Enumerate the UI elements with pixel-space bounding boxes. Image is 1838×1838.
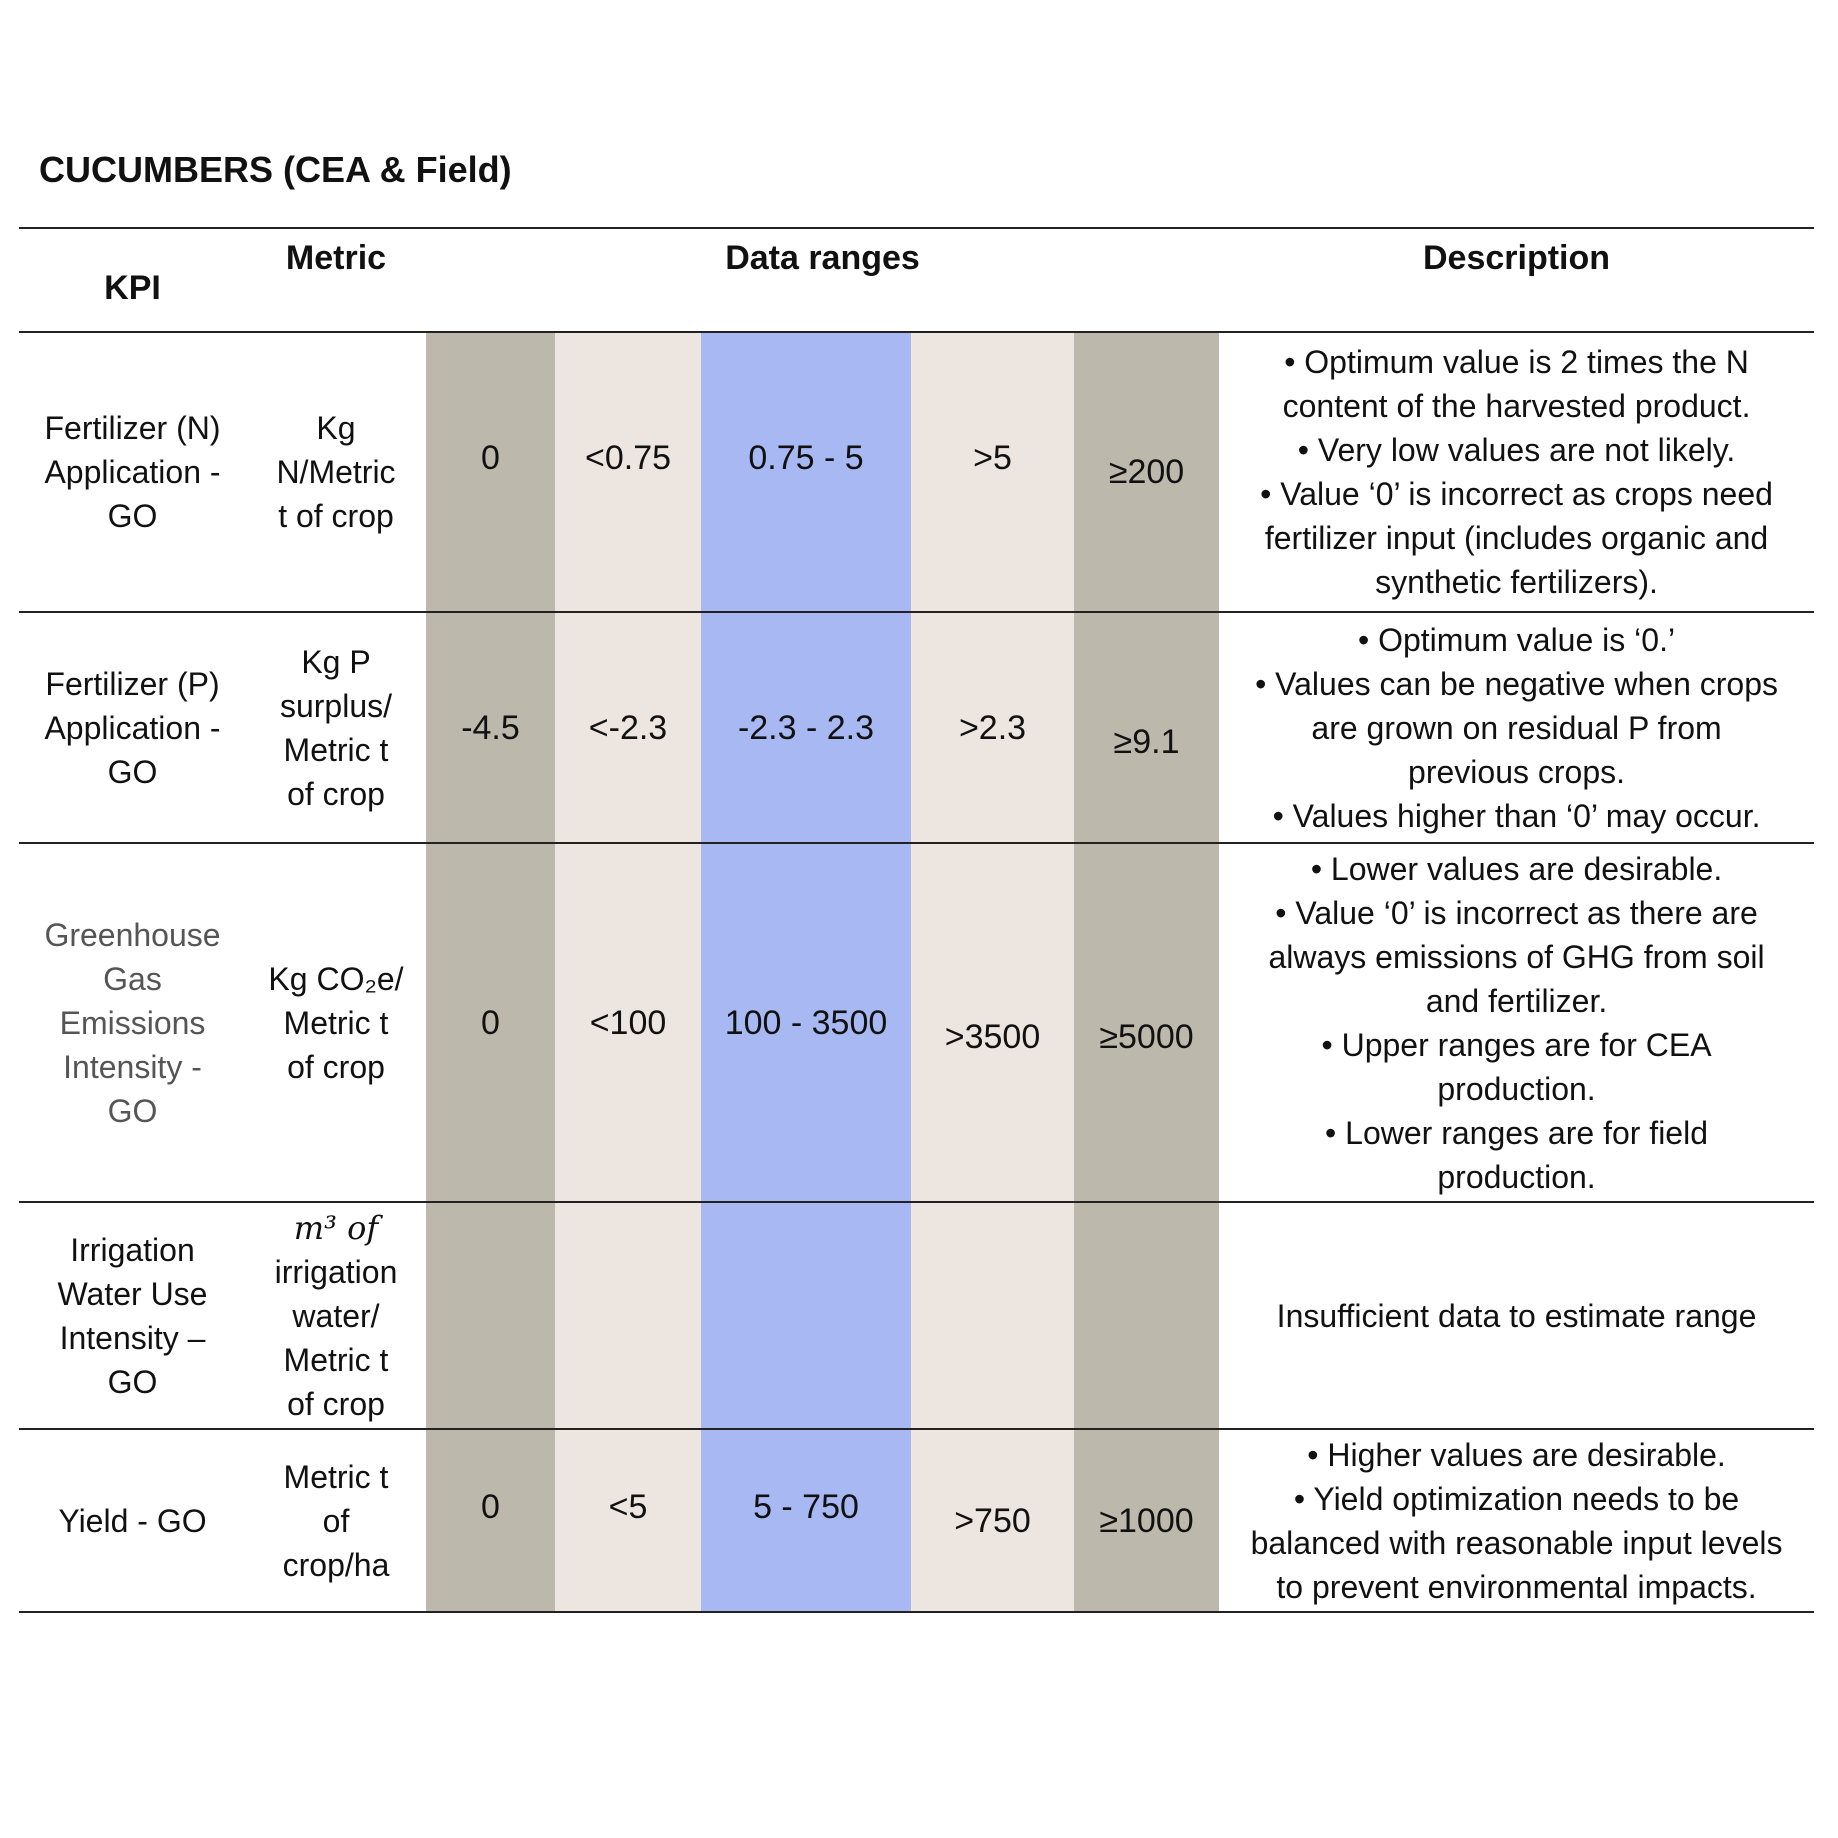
range-cell-very-low: 0 — [426, 332, 555, 612]
range-cell-high: >3500 — [911, 843, 1074, 1202]
range-cell-very-high: ≥200 — [1074, 332, 1219, 612]
kpi-cell: Greenhouse Gas Emissions Intensity - GO — [19, 843, 246, 1202]
table-row — [19, 1429, 1814, 1612]
range-cell-very-low: 0 — [426, 843, 555, 1202]
header-metric: Metric — [246, 228, 426, 332]
range-cell-optimum — [701, 1202, 911, 1429]
range-cell-very-high: ≥1000 — [1074, 1429, 1219, 1612]
range-cell-very-low: -4.5 — [426, 612, 555, 843]
description-cell: Insufficient data to estimate range — [1219, 1202, 1814, 1429]
range-cell-optimum: 100 - 3500 — [701, 843, 911, 1202]
range-cell-low: <5 — [555, 1429, 701, 1612]
range-cell-high: >2.3 — [911, 612, 1074, 843]
range-cell-very-low — [426, 1202, 555, 1429]
header-kpi: KPI — [19, 228, 246, 332]
metric-cell: Kg CO₂e/ Metric t of crop — [246, 843, 426, 1202]
kpi-cell: Fertilizer (P) Application - GO — [19, 612, 246, 843]
range-cell-low: <0.75 — [555, 332, 701, 612]
kpi-cell: Irrigation Water Use Intensity – GO — [19, 1202, 246, 1429]
metric-cell: Kg P surplus/ Metric t of crop — [246, 612, 426, 843]
range-cell-very-high — [1074, 1202, 1219, 1429]
metric-cell: m³ of irrigation water/ Metric t of crop — [246, 1202, 426, 1429]
range-cell-very-low: 0 — [426, 1429, 555, 1612]
header-row — [19, 228, 1814, 332]
range-cell-low: <100 — [555, 843, 701, 1202]
page-title: CUCUMBERS (CEA & Field) — [39, 149, 512, 190]
description-cell: • Higher values are desirable. • Yield optimization needs to be balanced with reasonable input levels to prevent environmental impacts. — [1219, 1429, 1814, 1612]
range-cell-low: <-2.3 — [555, 612, 701, 843]
header-data-ranges: Data ranges — [426, 228, 1219, 332]
kpi-table — [19, 227, 1814, 1613]
range-cell-optimum: 0.75 - 5 — [701, 332, 911, 612]
kpi-cell: Fertilizer (N) Application - GO — [19, 332, 246, 612]
header-description: Description — [1219, 228, 1814, 332]
range-cell-very-high: ≥5000 — [1074, 843, 1219, 1202]
range-cell-very-high: ≥9.1 — [1074, 612, 1219, 843]
table-row — [19, 332, 1814, 612]
table-row — [19, 843, 1814, 1202]
description-cell: • Optimum value is ‘0.’ • Values can be negative when crops are grown on residual P from previous crops. • Values higher than ‘0’ may occur. — [1219, 612, 1814, 843]
range-cell-optimum: -2.3 - 2.3 — [701, 612, 911, 843]
table-row — [19, 612, 1814, 843]
metric-cell: Metric t of crop/ha — [246, 1429, 426, 1612]
kpi-cell: Yield - GO — [19, 1429, 246, 1612]
metric-cell: Kg N/Metric t of crop — [246, 332, 426, 612]
range-cell-high: >750 — [911, 1429, 1074, 1612]
range-cell-high — [911, 1202, 1074, 1429]
range-cell-low — [555, 1202, 701, 1429]
description-cell: • Optimum value is 2 times the N content of the harvested product. • Very low values are not likely. • Value ‘0’ is incorrect as crops need fertilizer input (includes organic and synthetic fertilizers). — [1219, 332, 1814, 612]
table-row — [19, 1202, 1814, 1429]
description-cell: • Lower values are desirable. • Value ‘0’ is incorrect as there are always emissions of GHG from soil and fertilizer. • Upper ranges are for CEA production. • Lower ranges are for field production. — [1219, 843, 1814, 1202]
range-cell-high: >5 — [911, 332, 1074, 612]
range-cell-optimum: 5 - 750 — [701, 1429, 911, 1612]
